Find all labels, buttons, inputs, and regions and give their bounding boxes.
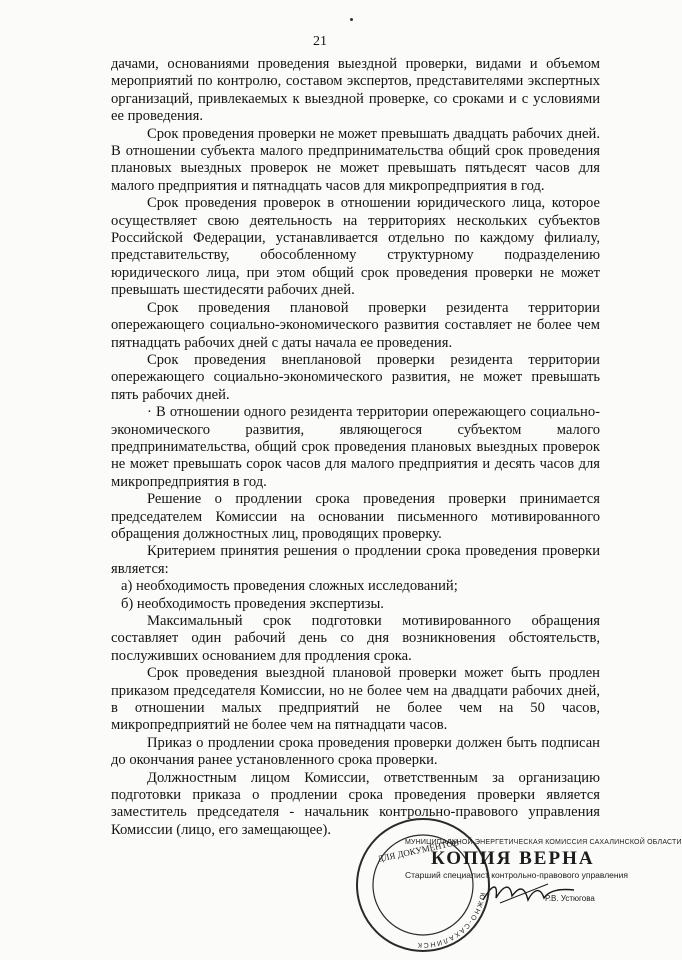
document-body [111, 56, 600, 839]
paragraph: Приказ о продлении срока проведения проверки должен быть подписан до окончания ранее установленного срока проверки. [111, 734, 600, 769]
stamp-organization: МУНИЦИПАЛЬНОЙ ЭНЕРГЕТИЧЕСКАЯ КОМИССИЯ САХАЛИНСКОЙ ОБЛАСТИ [405, 839, 682, 846]
stamp-signer-name: Р.В. Устюгова [545, 894, 595, 903]
certified-copy-stamp [405, 838, 682, 903]
seal-doc-label: ДЛЯ ДОКУМЕНТОВ [376, 836, 460, 864]
stamp-position: Старший специалист контрольно-правового управления [405, 870, 628, 880]
scan-speck [350, 18, 353, 21]
paragraph: Решение о продлении срока проведения проверки принимается председателем Комиссии на основании письменного мотивированного обращения должностных лиц, проводящих проверку. [111, 491, 600, 542]
stamp-title: КОПИЯ ВЕРНА [431, 848, 595, 869]
paragraph: Срок проведения выездной плановой проверки может быть продлен приказом председателя Комиссии, но не более чем на двадцати рабочих дней, в отношении малых предприятий не более чем на 50 часов, микропредприятий не более чем на пятнадцати часов. [111, 665, 600, 734]
list-item: а) необходимость проведения сложных исследований; [121, 578, 458, 595]
round-seal [348, 810, 498, 960]
paragraph: Должностным лицом Комиссии, ответственным за организацию подготовки приказа о продлении срока проведения проверки является заместитель председателя - начальник контрольно-правового управления Комиссии (лицо, его замещающее). [111, 769, 600, 838]
page-number: 21 [313, 34, 327, 49]
handwritten-signature [478, 878, 578, 908]
paragraph: Срок проведения внеплановой проверки резидента территории опережающего социально-экономического развития, не может превышать пять рабочих дней. [111, 351, 600, 403]
paragraph: Критерием принятия решения о продлении срока проведения проверки является: [111, 543, 600, 577]
paragraph: Срок проведения проверки не может превышать двадцать рабочих дней. В отношении субъекта малого предпринимательства общий срок проведения плановых выездных проверок не может превышать пятьдесят часов для малого предприятия и пятнадцать часов для микропредприятия в год. [111, 125, 600, 194]
svg-text:ЮЖНО-САХАЛИНСК [416, 892, 485, 948]
paragraph: дачами, основаниями проведения выездной проверки, видами и объемом мероприятий по контролю, составом экспертов, представителями экспертных организаций, привлекаемых к выездной проверке, со сроками и с условиями ее проведения. [111, 56, 600, 125]
list-item: б) необходимость проведения экспертизы. [121, 595, 384, 612]
paragraph: Срок проведения проверок в отношении юридического лица, которое осуществляет свою деятельность на территориях нескольких субъектов Российской Федерации, устанавливается отдельно по каждому филиалу, представительству, обособленному структурному подразделению юридического лица, при этом общий срок проведения проверки не может превышать шестидесяти рабочих дней. [111, 195, 600, 299]
paragraph: · В отношении одного резидента территории опережающего социально-экономического развития, являющегося субъектом малого предпринимательства, общий срок проведения плановых выездных проверок не может превышать сорок часов для малого предприятия и десять часов для микропредприятия в год. [111, 404, 600, 490]
seal-ring-text: ЮЖНО-САХАЛИНСК [416, 891, 486, 949]
paragraph: Максимальный срок подготовки мотивированного обращения составляет один рабочий день со дня возникновения обстоятельств, послуживших основанием для продления срока. [111, 613, 600, 664]
paragraph: Срок проведения плановой проверки резидента территории опережающего социально-экономического развития составляет не более чем пятнадцать рабочих дней с даты начала ее проведения. [111, 299, 600, 351]
